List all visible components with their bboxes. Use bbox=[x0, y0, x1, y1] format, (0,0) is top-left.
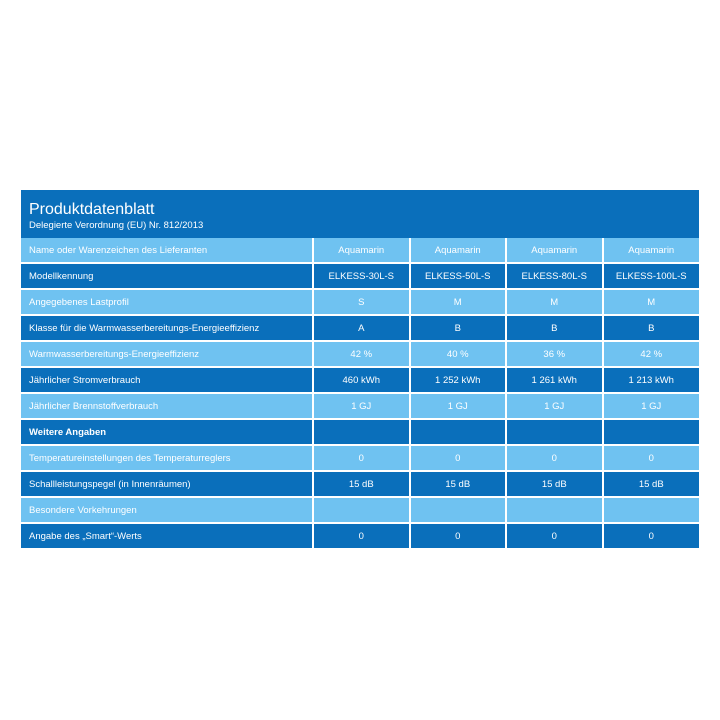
row-label: Jährlicher Brennstoffverbrauch bbox=[21, 393, 313, 419]
model-value-cell: 0 bbox=[410, 445, 507, 471]
model-value-cell: Aquamarin bbox=[603, 238, 700, 263]
sheet-title: Produktdatenblatt bbox=[29, 201, 155, 218]
table-row bbox=[21, 523, 699, 549]
model-value-cell: 36 % bbox=[506, 341, 603, 367]
model-value-cell bbox=[410, 419, 507, 445]
table-row bbox=[21, 238, 699, 263]
row-label: Schallleistungspegel (in Innenräumen) bbox=[21, 471, 313, 497]
model-value-cell: 0 bbox=[603, 445, 700, 471]
model-value-cell bbox=[313, 419, 410, 445]
row-label: Angabe des „Smart“-Werts bbox=[21, 523, 313, 549]
row-label: Klasse für die Warmwasserbereitungs-Energieeffizienz bbox=[21, 315, 313, 341]
model-value-cell: Aquamarin bbox=[506, 238, 603, 263]
model-value-cell bbox=[603, 497, 700, 523]
model-value-cell: 15 dB bbox=[410, 471, 507, 497]
table-row bbox=[21, 263, 699, 289]
sheet-header bbox=[21, 190, 699, 238]
product-data-sheet bbox=[21, 190, 699, 550]
model-value-cell: ELKESS-100L-S bbox=[603, 263, 700, 289]
model-value-cell: B bbox=[410, 315, 507, 341]
row-label: Besondere Vorkehrungen bbox=[21, 497, 313, 523]
table-row bbox=[21, 497, 699, 523]
row-label: Name oder Warenzeichen des Lieferanten bbox=[21, 238, 313, 263]
model-value-cell: 0 bbox=[410, 523, 507, 549]
model-value-cell: A bbox=[313, 315, 410, 341]
model-value-cell: 15 dB bbox=[603, 471, 700, 497]
table-row bbox=[21, 445, 699, 471]
model-value-cell: M bbox=[603, 289, 700, 315]
model-value-cell: 15 dB bbox=[506, 471, 603, 497]
model-value-cell: S bbox=[313, 289, 410, 315]
table-row bbox=[21, 471, 699, 497]
model-value-cell: ELKESS-80L-S bbox=[506, 263, 603, 289]
model-value-cell: 460 kWh bbox=[313, 367, 410, 393]
model-value-cell: 1 213 kWh bbox=[603, 367, 700, 393]
model-value-cell: Aquamarin bbox=[410, 238, 507, 263]
row-label: Warmwasserbereitungs-Energieeffizienz bbox=[21, 341, 313, 367]
table-row bbox=[21, 289, 699, 315]
model-value-cell: M bbox=[506, 289, 603, 315]
model-value-cell: 1 261 kWh bbox=[506, 367, 603, 393]
model-value-cell: 1 252 kWh bbox=[410, 367, 507, 393]
model-value-cell: 40 % bbox=[410, 341, 507, 367]
model-value-cell: 0 bbox=[506, 445, 603, 471]
table-row bbox=[21, 341, 699, 367]
model-value-cell: ELKESS-30L-S bbox=[313, 263, 410, 289]
model-value-cell: 0 bbox=[603, 523, 700, 549]
table-body bbox=[21, 238, 699, 549]
table-row bbox=[21, 393, 699, 419]
table-row bbox=[21, 315, 699, 341]
row-label: Modellkennung bbox=[21, 263, 313, 289]
model-value-cell: 0 bbox=[313, 523, 410, 549]
model-value-cell bbox=[603, 419, 700, 445]
model-value-cell: ELKESS-50L-S bbox=[410, 263, 507, 289]
model-value-cell: M bbox=[410, 289, 507, 315]
row-label: Jährlicher Stromverbrauch bbox=[21, 367, 313, 393]
model-value-cell bbox=[506, 419, 603, 445]
model-value-cell: B bbox=[603, 315, 700, 341]
model-value-cell: 1 GJ bbox=[603, 393, 700, 419]
model-value-cell: Aquamarin bbox=[313, 238, 410, 263]
model-value-cell: 1 GJ bbox=[410, 393, 507, 419]
model-value-cell bbox=[313, 497, 410, 523]
model-value-cell: 1 GJ bbox=[313, 393, 410, 419]
row-label: Angegebenes Lastprofil bbox=[21, 289, 313, 315]
product-data-table bbox=[21, 238, 699, 550]
model-value-cell: 42 % bbox=[313, 341, 410, 367]
table-row bbox=[21, 367, 699, 393]
model-value-cell: 15 dB bbox=[313, 471, 410, 497]
model-value-cell bbox=[410, 497, 507, 523]
model-value-cell: 0 bbox=[313, 445, 410, 471]
row-label: Temperatureinstellungen des Temperaturreglers bbox=[21, 445, 313, 471]
section-header-row bbox=[21, 419, 699, 445]
model-value-cell: 1 GJ bbox=[506, 393, 603, 419]
model-value-cell: 42 % bbox=[603, 341, 700, 367]
model-value-cell: 0 bbox=[506, 523, 603, 549]
model-value-cell: B bbox=[506, 315, 603, 341]
sheet-subtitle: Delegierte Verordnung (EU) Nr. 812/2013 bbox=[29, 220, 204, 231]
row-label: Weitere Angaben bbox=[21, 419, 313, 445]
model-value-cell bbox=[506, 497, 603, 523]
